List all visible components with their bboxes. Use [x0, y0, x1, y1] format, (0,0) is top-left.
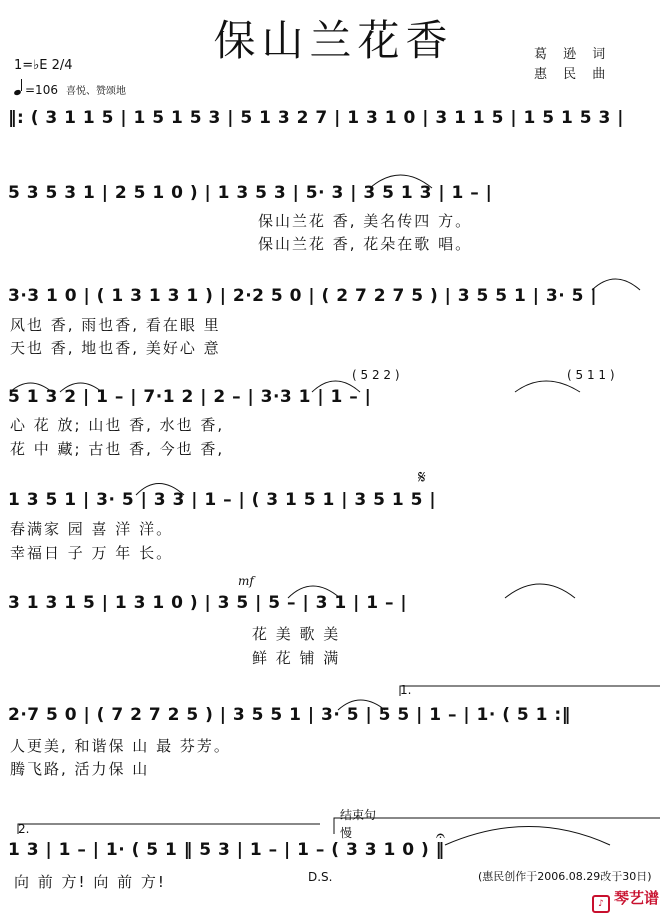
note-stem [21, 79, 22, 91]
composer-credit: 惠 民 曲 [534, 67, 612, 82]
key-signature: 1=♭E 2/4 [14, 58, 73, 73]
watermark-text: 琴艺谱 [613, 889, 659, 907]
notation-row-4: 5 1 3 2 | 1 – | 7·1 2 | 2 – | 3·3 1 | 1 – | [8, 387, 372, 407]
composition-date-note: (惠民创作于2006.08.29改于30日) [478, 870, 652, 883]
tempo-bpm: =106 [25, 83, 58, 97]
first-ending-marker: 1. [400, 683, 412, 697]
logo-icon: ♪ [592, 895, 610, 913]
notation-row-7: 2·7 5 0 | ( 7 2 7 2 5 ) | 3 5 5 1 | 3· 5 | 5 5 | 1 – | 1· ( 5 1 :‖ [8, 705, 571, 725]
notation-row-3: 3·3 1 0 | ( 1 3 1 3 1 ) | 2·2 5 0 | ( 2 7 2 7 5 ) | 3 5 5 1 | 3· 5 | [8, 286, 598, 306]
site-watermark [592, 887, 659, 913]
lyrics-row-8: 向 前 方! 向 前 方! [14, 873, 166, 891]
lyrics-row-7-verse-2: 腾飞路, 活力保 山 [10, 760, 150, 778]
slow-marking: 慢 [340, 826, 353, 840]
notation-row-6: 3 1 3 1 5 | 1 3 1 0 ) | 3 5 | 5 – | 3 1 | 1 – | [8, 593, 408, 613]
small-paren-notes-1: ( 5 2 2 ) [352, 368, 400, 382]
second-ending-marker: 2. [18, 822, 30, 836]
lyrics-row-5-verse-2: 幸福日 子 万 年 长。 [10, 544, 174, 562]
notation-row-8: 1 3 | 1 – | 1· ( 5 1 ‖ 5 3 | 1 – | 1 – ( 3 3 1 0 ) ‖ [8, 840, 445, 860]
coda-label: 结束句 [340, 808, 377, 822]
lyrics-row-2-verse-2: 保山兰花 香, 花朵在歌 唱。 [258, 235, 473, 253]
tempo-expression: 喜悦、赞颂地 [65, 86, 126, 97]
small-paren-notes-2: ( 5 1 1 ) [567, 368, 615, 382]
lyrics-row-6-verse-1: 花 美 歌 美 [252, 625, 341, 643]
notation-row-1: ‖: ( 3 1 1 5 | 1 5 1 5 3 | 5 1 3 2 7 | 1 3 1 0 | 3 1 1 5 | 1 5 1 5 3 | [8, 108, 624, 128]
notation-row-5: 1 3 5 1 | 3· 5 | 3 3 | 1 – | ( 3 1 5 1 | 3 5 1 5 | [8, 490, 437, 510]
dynamic-mf: mf [238, 574, 254, 588]
lyrics-row-4-verse-1: 心 花 放; 山也 香, 水也 香, [10, 416, 225, 434]
notation-row-2: 5 3 5 3 1 | 2 5 1 0 ) | 1 3 5 3 | 5· 3 | 3 5 1 3 | 1 – | [8, 183, 493, 203]
segno-icon: 𝄋 [418, 467, 426, 488]
lyrics-row-3-verse-1: 风也 香, 雨也香, 看在眼 里 [10, 316, 221, 334]
first-ending-bracket [400, 686, 660, 696]
lyrics-row-5-verse-1: 春满家 园 喜 洋 洋。 [10, 520, 174, 538]
ds-marker: D.S. [308, 870, 333, 884]
coda-bracket [334, 818, 660, 834]
song-title: 保山兰花香 [213, 16, 454, 65]
lyricist-credit: 葛 逊 词 [534, 47, 612, 62]
lyrics-row-3-verse-2: 天也 香, 地也香, 美好心 意 [10, 339, 221, 357]
lyrics-row-2-verse-1: 保山兰花 香, 美名传四 方。 [258, 212, 473, 230]
lyrics-row-7-verse-1: 人更美, 和谐保 山 最 芬芳。 [10, 737, 231, 755]
fermata-icon: 𝄐 [436, 826, 445, 845]
tempo-marking [14, 82, 126, 97]
second-ending-bracket [18, 824, 320, 834]
lyrics-row-6-verse-2: 鲜 花 铺 满 [252, 649, 341, 667]
lyrics-row-4-verse-2: 花 中 藏; 古也 香, 今也 香, [10, 440, 225, 458]
